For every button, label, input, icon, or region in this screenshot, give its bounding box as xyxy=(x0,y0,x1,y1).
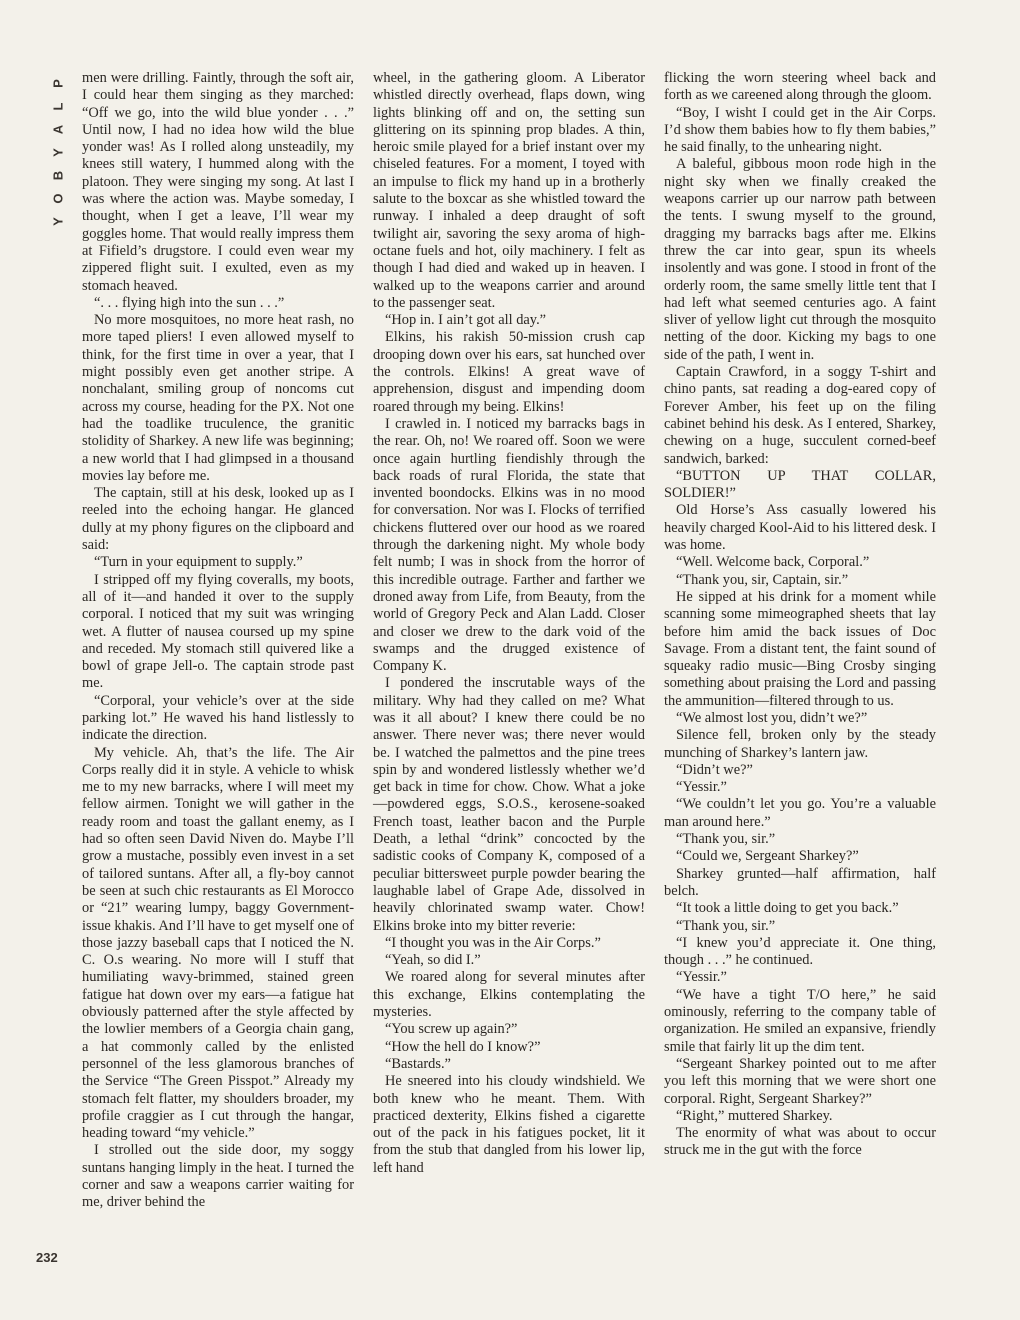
paragraph: No more mosquitoes, no more heat rash, no more taped pliers! I even allowed myself to think, for the first time in over a year, that I might possibly even get another stripe. A nonchalant, smiling group of noncoms cut across my course, heading for the PX. Not one had the toadlike truculence, the granitic stolidity of Sharkey. A new life was beginning; a new world that I had glimpsed in a thousand movies lay before me. xyxy=(82,312,354,484)
paragraph: “How the hell do I know?” xyxy=(385,1038,541,1055)
text-column-2 xyxy=(373,70,645,1177)
paragraph: “You screw up again?” xyxy=(385,1021,518,1038)
masthead-letter: A xyxy=(50,124,66,135)
paragraph: flicking the worn steering wheel back and forth as we careened along through the gloom. xyxy=(664,70,936,104)
paragraph: “Thank you, sir, Captain, sir.” xyxy=(676,571,849,588)
paragraph: “Yeah, so did I.” xyxy=(385,952,481,969)
page-number: 232 xyxy=(36,1250,58,1265)
paragraph: My vehicle. Ah, that’s the life. The Air Corps really did it in style. A vehicle to whisk me to my new barracks, where I will meet my fellow airmen. Tonight we will gather in the ready room and toast the gallant enemy, as I had so often seen David Niven do. Maybe I’ll grow a mustache, possibly even invest in a set of tailored suntans. After all, a fly-boy cannot be seen at such chic restaurants as El Morocco or “21” wearing lumpy, baggy Government-issue khakis. And I’ll have to get myself one of those jazzy baseball caps that I noticed the N. C. O.s wearing. No more will I stuff that humiliating wavy-brimmed, stained green fatigue hat down over my ears—a fatigue hat obviously patterned after the style affected by the lowlier members of a Georgia chain gang, a hat commonly called by the enlisted personnel of the less glamorous branches of the Service “The Green Pisspot.” Already my stomach felt flatter, my shoulders broader, my profile craggier as I cut through the hangar, heading toward “my vehicle.” xyxy=(82,744,354,1142)
paragraph: “It took a little doing to get you back.” xyxy=(676,900,899,917)
paragraph: “Could we, Sergeant Sharkey?” xyxy=(676,848,859,865)
masthead-letter: P xyxy=(50,79,66,88)
paragraph: Elkins, his rakish 50-mission crush cap drooping down over his ears, sat hunched over the controls. Elkins! A great wave of apprehension, disgust and impending doom roared through my being. Elkins! xyxy=(373,329,645,415)
paragraph: I strolled out the side door, my soggy suntans hanging limply in the heat. I turned the corner and saw a weapons carrier waiting for me, driver behind the xyxy=(82,1142,354,1211)
paragraph: I pondered the inscrutable ways of the military. Why had they called on me? What was it all about? I knew there could be no answer. There never was; there never would be. I watched the palmettos and the pine trees spin by and wondered listlessly whether we’d get back in time for chow. Chow. What a joke—powdered eggs, S.O.S., kerosene-soaked French toast, leather bacon and the Purple Death, a lethal “drink” concocted by the sadistic cooks of Company K, composed of a peculiar bittersweet purple powder bearing the laughable label of Grape Ade, dissolved in heavily chlorinated swamp water. Chow! Elkins broke into my bitter reverie: xyxy=(373,675,645,934)
paragraph: “Well. Welcome back, Corporal.” xyxy=(676,554,870,571)
paragraph: “Boy, I wisht I could get in the Air Corps. I’d show them babies how to fly them babies,” he said finally, to the unhearing night. xyxy=(664,104,936,156)
paragraph: I crawled in. I noticed my barracks bags in the rear. Oh, no! We roared off. Soon we were once again hurtling fiendishly through the back roads of rural Florida, the state that invented boondocks. Elkins was in no mood for conversation. Nor was I. Flocks of terrified chickens fluttered over our hood as we roared through the darkening night. My whole body felt numb; I was in shock from the horror of this incredible outrage. Farther and farther we droned away from Life, from Beauty, from the world of Gregory Peck and Alan Ladd. Closer and closer we drew to the dark void of the swamps and the drugged existence of Company K. xyxy=(373,415,645,675)
paragraph: “We have a tight T/O here,” he said ominously, referring to the company table of organization. He smiled an expansive, friendly smile that fairly lit up the dim tent. xyxy=(664,986,936,1055)
paragraph: “I thought you was in the Air Corps.” xyxy=(385,934,601,951)
paragraph: Silence fell, broken only by the steady munching of Sharkey’s lantern jaw. xyxy=(664,727,936,761)
paragraph: men were drilling. Faintly, through the soft air, I could hear them singing as they marched: “Off we go, into the wild blue yonder . . .” Until now, I had no idea how wild the blue yonder was! As I rolled along unsteadily, my knees still watery, I hummed along with the platoon. They were singing my song. At last I was where the action was. Maybe someday, I thought, when I get a leave, I’ll wear my goggles home. That would really impress them at Fifield’s drugstore. I could even wear my zippered flight suit. I exulted, even as my stomach heaved. xyxy=(82,70,354,294)
paragraph: “Thank you, sir.” xyxy=(676,831,776,848)
paragraph: “. . . flying high into the sun . . .” xyxy=(94,294,285,311)
masthead-letter: Y xyxy=(50,148,66,157)
masthead-letter: L xyxy=(50,102,66,111)
paragraph: A baleful, gibbous moon rode high in the night sky when we finally creaked the weapons carrier up our narrow path between the tents. I swung myself to the ground, dragging my barracks bags after me. Elkins threw the car into gear, spun its wheels insolently and was gone. I stood in front of the orderly room, the same smelly little tent that I had left what seemed centuries ago. A faint sliver of yellow light cut through the mosquito netting of the door. Kicking my bags to one side of the path, I went in. xyxy=(664,156,936,363)
paragraph: I stripped off my flying coveralls, my boots, all of it—and handed it over to the supply corporal. I noticed that my suit was wringing wet. A flutter of nausea coursed up my spine and receded. My stomach still quivered like a bowl of grape Jell-o. The captain strode past me. xyxy=(82,571,354,692)
paragraph: “Sergeant Sharkey pointed out to me after you left this morning that we were short one corporal. Right, Sergeant Sharkey?” xyxy=(664,1055,936,1107)
masthead-letter: Y xyxy=(50,217,66,226)
paragraph: He sipped at his drink for a moment while scanning some mimeographed sheets that lay before him amid the back issues of Doc Savage. From a distant tent, the faint sound of squeaky radio music—Bing Crosby singing something about praising the Lord and passing the ammunition—filtered through to us. xyxy=(664,588,936,709)
text-column-1 xyxy=(82,70,354,1212)
paragraph: “Bastards.” xyxy=(385,1055,451,1072)
paragraph: The enormity of what was about to occur struck me in the gut with the force xyxy=(664,1125,936,1159)
paragraph: Captain Crawford, in a soggy T-shirt and chino pants, sat reading a dog-eared copy of Forever Amber, his feet up on the filing cabinet behind his desk. As I entered, Sharkey, chewing on a huge, succulent corned-beef sandwich, barked: xyxy=(664,364,936,467)
paragraph: He sneered into his cloudy windshield. We both knew who he meant. Them. With practiced dexterity, Elkins fished a cigarette out of the pack in his fatigues pocket, lit it from the stub that dangled from his lower lip, left hand xyxy=(373,1073,645,1176)
paragraph: “We almost lost you, didn’t we?” xyxy=(676,709,868,726)
paragraph: “Right,” muttered Sharkey. xyxy=(676,1107,833,1124)
paragraph: wheel, in the gathering gloom. A Liberator whistled directly overhead, flaps down, wing lights blinking off and on, the setting sun glittering on its spinning prop blades. A thin, heroic smile played for a brief instant over my chiseled features. For a moment, I toyed with an impulse to flick my hand up in a brotherly salute to the boxcar as she whistled toward the runway. I inhaled a deep draught of soft twilight air, savoring the sexy aroma of high-octane fuels and hot, oily machinery. I felt as though I had died and waked up in heaven. I walked up to the weapons carrier and around to the passenger seat. xyxy=(373,70,645,311)
paragraph: We roared along for several minutes after this exchange, Elkins contemplating the mysteries. xyxy=(373,969,645,1021)
paragraph: “Turn in your equipment to supply.” xyxy=(94,554,303,571)
paragraph: “Didn’t we?” xyxy=(676,761,753,778)
paragraph: Sharkey grunted—half affirmation, half belch. xyxy=(664,865,936,899)
paragraph: “Thank you, sir.” xyxy=(676,917,776,934)
paragraph: “Corporal, your vehicle’s over at the side parking lot.” He waved his hand listlessly to indicate the direction. xyxy=(82,692,354,744)
paragraph: The captain, still at his desk, looked up as I reeled into the echoing hangar. He glanced dully at my phony figures on the clipboard and said: xyxy=(82,485,354,554)
paragraph: “Hop in. I ain’t got all day.” xyxy=(385,312,547,329)
paragraph: “BUTTON UP THAT COLLAR, SOLDIER!” xyxy=(664,467,936,502)
paragraph: “Yessir.” xyxy=(676,779,727,796)
paragraph: “Yessir.” xyxy=(676,969,727,986)
paragraph: Old Horse’s Ass casually lowered his heavily charged Kool-Aid to his littered desk. I was home. xyxy=(664,502,936,554)
paragraph: “I knew you’d appreciate it. One thing, though . . .” he continued. xyxy=(664,934,936,969)
masthead-letter: B xyxy=(50,170,66,181)
masthead-vertical xyxy=(50,72,66,233)
text-column-3 xyxy=(664,70,936,1160)
masthead-letter: O xyxy=(50,193,66,204)
paragraph: “We couldn’t let you go. You’re a valuable man around here.” xyxy=(664,796,936,830)
